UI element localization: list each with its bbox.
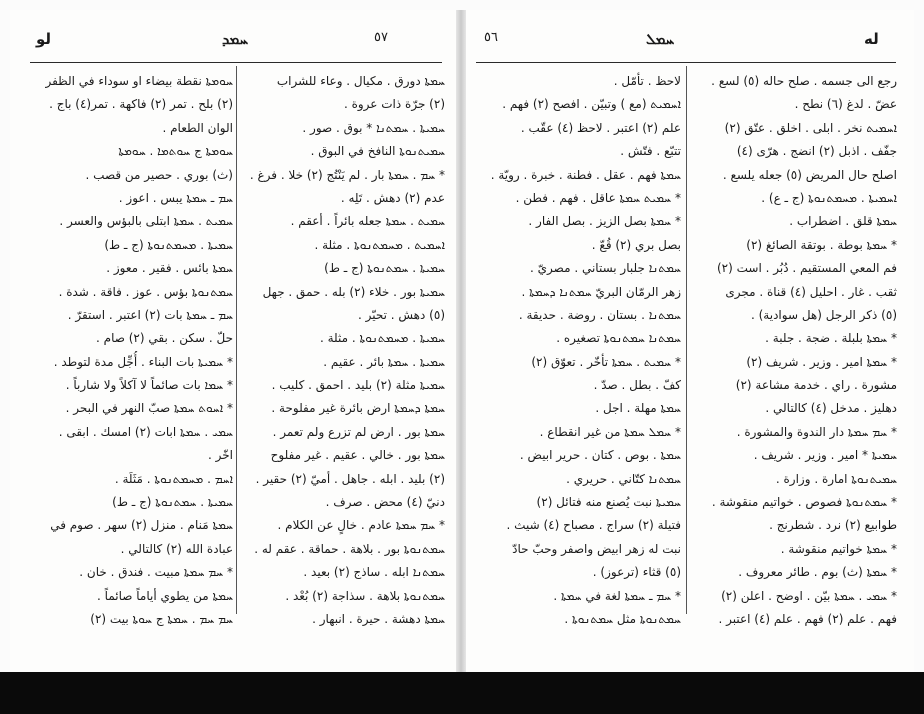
entry-line: اخّر .	[207, 448, 233, 463]
entry-line: ܚܡܬܢܘܬܐ بور . بلاهة . حماقة . عقم له .	[254, 541, 445, 556]
entry-line: * ܚܡ . ܚܡܬܐ بار . لم يَنْتُج (٢) خلا . فرغ .	[249, 167, 445, 182]
entry-line: نبت له زهر ابيض واصفر وحبّ حادّ	[512, 541, 681, 556]
entry-line: ܚܡܬܐ ܕܚܡܬܐ ارض بائرة غير مفلوحة .	[271, 401, 445, 416]
entry-line: جفّف . اذبل (٢) انضج . هرّى (٤)	[736, 144, 897, 159]
entry-line: لاحظ . تأمّل .	[613, 74, 681, 88]
entry-line: ܚܡܝܬܐ بور . خلاء (٢) بله . حمق . جهل	[262, 284, 445, 299]
entry-line: ܚܡ ـ ܚܡܬܐ بات (٢) اعتبر . استقرّ .	[67, 307, 233, 322]
entry-line: ܚܡܝܬ . ܚܡܬܐ ابتلى بالبؤس والعسر .	[59, 214, 233, 229]
entry-line: ܚܡܝ . ܚܡܬܐ ابات (٢) امسك . ابقى .	[58, 424, 233, 439]
entry-line: * ܐܚܘܬ ܚܡܬܐ صبّ النهر في البحر .	[65, 401, 233, 416]
entry-line: ܚܡܬܢܘܬܐ بؤس . عوز . فاقة . شدة .	[58, 284, 233, 299]
entry-line: الوان الطعام .	[162, 120, 233, 135]
entry-line: ܚܡܝܬܐ نبت يُصنع منه فتائل (٢)	[536, 495, 681, 510]
entry-line: ܚܡܝܬܐ . ܡܚܡܬܢܘܬܐ . مثلة .	[319, 331, 445, 346]
entry-line: عبادة الله (٢) كالتالي .	[120, 541, 233, 556]
entry-line: فم المعي المستقيم . دُبُر . است (٢)	[716, 261, 897, 276]
entry-line: * ܚܡܬܐ بلبلة . ضجة . جلبة .	[765, 331, 897, 346]
entry-line: مشورة . راي . خدمة مشاعة (٢)	[735, 378, 897, 393]
entry-line: * ܚܡ ܚܡܬܐ دار الندوة والمشورة .	[736, 424, 897, 439]
entry-line: ܚܘܡܬܐ ج ܚܘܬܡܐ . ܚܘܡܬܐ	[118, 144, 233, 159]
entry-line: طوابيع (٢) نرد . شطرنج .	[769, 518, 897, 533]
entry-line: * ܚܡܝ . ܚܡܬܐ بيّن . اوضح . اعلن (٢)	[721, 588, 897, 603]
entry-line: * ܚܡܬܐ بصل الزيز . بصل الفار .	[528, 214, 681, 229]
entry-line: * ܚܡܝܬܐ بات البناء . أُجِّل مدة لتوطد .	[53, 354, 233, 369]
entry-line: * ܚܡܬܐ (ث) بوم . طائر معروف .	[738, 565, 897, 580]
left-page-outer-column	[28, 70, 233, 626]
entry-line: * ܚܡܬܢܘܬܐ فصوص . خواتيم منقوشة .	[711, 495, 897, 510]
entry-line: كفّ . بطل . صدّ .	[593, 378, 681, 393]
entry-line: ܚܡܬܢܘܬܐ مثل ܚܡܬܢܘܬܐ .	[564, 611, 681, 626]
entry-line: * ܚܡ ܚܡܬܐ مبيت . فندق . خان .	[79, 565, 233, 580]
right-page-header-rule	[476, 62, 896, 63]
entry-line: * ܚܡܬܐ امير . وزير . شريف (٢)	[746, 354, 897, 369]
right-page-outer-column	[692, 70, 897, 626]
entry-line: ܚܡܝܬܐ * امير . وزير . شريف .	[753, 448, 897, 463]
left-page-number: ٥٧	[374, 30, 388, 45]
entry-line: ܚܡܝܬܐ . ܚܡܬܐ بائر . عقيم .	[323, 354, 445, 369]
entry-line: ܚܡܝܬܐ . ܚܡܬܢܐ * بوق . صور .	[302, 120, 445, 135]
entry-line: فهم . علم (٢) فهم . علم (٤) اعتبر .	[718, 611, 897, 626]
entry-line: دهليز . مدخل (٤) كالتالي .	[765, 401, 897, 416]
entry-line: ܚܡܝܬܐ . ܚܡܬܢܘܬܐ (ج ـ ط)	[324, 261, 445, 276]
entry-line: رجع الى جسمه . صلح حاله (٥) لسع .	[711, 74, 897, 88]
entry-line: * ܚܡ ـ ܚܡܬܐ لغة في ܚܡܬܐ .	[553, 588, 681, 603]
entry-line: ܚܡܬܢܐ جلبار بستاني . مصريّ .	[530, 261, 681, 276]
entry-line: ܐܚܡ . ܡܚܡܬܢܘܬܐ . مَثَلَة .	[114, 471, 233, 486]
entry-line: ܚܘܡܬܐ نقطة بيضاء او سوداء في الظفر	[45, 74, 233, 88]
entry-line: (٢) بلح . تمر (٢) فاكهة . تمر(٤) باج .	[49, 97, 233, 112]
entry-line: ܚܡܬܐ قلق . اضطراب .	[789, 214, 897, 229]
entry-line: ܚܡܬܐ دهشة . حيرة . انبهار .	[312, 611, 445, 626]
entry-line: ܐܚܡܝܬ نخر . ابلى . اخلق . عتّق (٢)	[724, 120, 897, 135]
entry-line: ܚܡܝܬܐ . ܡܚܡܬܢܘܬܐ (ج ـ ط)	[104, 237, 233, 252]
right-page-number: ٥٦	[484, 30, 498, 45]
entry-line: (ث) بوري . حصير من قصب .	[85, 167, 233, 182]
entry-line: ܚܡܬܐ دورق . مكيال . وعاء للشراب	[276, 74, 445, 88]
book-gutter	[456, 10, 466, 672]
entry-line: ܚܡܬܢܐ ابله . ساذج (٢) بعيد .	[303, 565, 445, 580]
entry-line: ܚܡܬܐ . بوص . كتان . حرير ابيض .	[519, 448, 681, 463]
entry-line: علم (٢) اعتبر . لاحظ (٤) عقّب .	[520, 120, 681, 135]
entry-line: (٢) جرّة ذات عروة .	[343, 97, 445, 112]
entry-line: ܚܡܝܬ . ܚܡܬܐ جعله بائراً . أعقم .	[290, 214, 445, 229]
entry-line: ܚܡܬܐ بور . خالي . عقيم . غير مفلوح	[270, 448, 445, 463]
left-page-running-title: ܚܡܕ	[222, 30, 249, 48]
entry-line: ܚܡܝܬܐ مثلة (٢) بليد . احمق . كليب .	[271, 378, 445, 393]
entry-line: * ܚܡ ܚܡܬܐ عادم . خالٍ عن الكلام .	[277, 518, 445, 533]
entry-line: ܐܚܡܝܬܐ . ܡܚܡܬܢܘܬܐ (ج ـ ع) .	[761, 190, 897, 205]
entry-line: ܚܡܝܬܢܘܬܐ النافخ في البوق .	[310, 144, 445, 159]
left-page-corner-word: ﻟﻮ	[36, 30, 52, 48]
left-page-inner-column	[240, 70, 445, 626]
entry-line: ܚܡܬܐ بور . ارض لم تزرع ولم تعمر .	[272, 424, 445, 439]
entry-line: ܚܡܬܐ مَنام . منزل (٢) سهر . صوم في	[50, 518, 233, 533]
entry-line: ܚܡܬܢܐ ܚܡܬܢܘܬܐ تصغيره .	[556, 331, 681, 346]
entry-line: ܚܡܝܬܢܘܬܐ امارة . وزارة .	[775, 471, 897, 486]
entry-line: (٥) قثاء (ترعوز) .	[592, 565, 681, 580]
entry-line: * ܚܡܠ ܚܡܬܐ من غير انقطاع .	[539, 424, 681, 439]
entry-line: * ܚܡܝܬ . ܚܡܬܐ تأخّر . تعوّق (٢)	[531, 354, 681, 369]
entry-line: ܚܡܬܐ بائس . فقير . معوز .	[106, 261, 233, 276]
entry-line: * ܚܡܬܐ خواتيم منقوشة .	[780, 541, 897, 556]
entry-line: (٢) بليد . ابله . جاهل . أميّ (٢) حقير .	[255, 471, 445, 486]
entry-line: عدم (٢) دهش . تَلِه .	[340, 190, 445, 205]
right-page-inner-column	[476, 70, 681, 626]
entry-line: ܚܡܬܐ فهم . عقل . فطنة . خبرة . رويّة .	[490, 167, 681, 182]
entry-line: بصل بري (٢) قُعّ .	[591, 237, 681, 252]
left-page-column-divider	[236, 66, 237, 614]
entry-line: ܚܡܝܬܐ . ܚܡܬܢܘܬܐ (ج ـ ط)	[112, 495, 233, 510]
entry-line: عضّ . لدغ (٦) نطح .	[794, 97, 897, 112]
entry-line: ܚܡܬܢܐ كتّاني . حريري .	[566, 471, 681, 486]
entry-line: ܚܡ ܚܡ . ܚܡܬܐ ج ܚܘܬܐ بيت (٢)	[90, 611, 233, 626]
entry-line: * ܚܡܬܐ بوطة . بوتقة الصائغ (٢)	[746, 237, 897, 252]
left-page-header-rule	[30, 62, 442, 63]
entry-line: (٥) دهش . تحيّر .	[357, 307, 445, 322]
entry-line: ثقب . غار . احليل (٤) قناة . مجرى	[725, 284, 897, 299]
entry-line: تتبّع . فتّش .	[620, 144, 681, 159]
entry-line: ܐܚܡܝܬ (مع ) وتبيّن . افصح (٢) فهم .	[502, 97, 681, 112]
entry-line: ܚܡ ـ ܚܡܬܐ يبس . اعوز .	[118, 190, 233, 205]
entry-line: ܚܡܬܐ من يطوي أياماً صائماً .	[97, 588, 233, 603]
entry-line: زهر الرمّان البريّ ܚܡܬܢܐ ܕܚܡܬܐ .	[521, 284, 681, 299]
right-page-column-divider	[686, 66, 687, 614]
entry-line: ܐܚܡܝܬ . ܡܚܡܬܢܘܬܐ . مثلة .	[314, 237, 445, 252]
right-page-corner-word: ﻟﻪ	[864, 30, 879, 48]
entry-line: حلّ . سكن . بقي (٢) صام .	[96, 331, 233, 346]
scanner-edge	[0, 672, 924, 714]
entry-line: * ܚܡܐ بات صائماً لا آكلاً ولا شارباً .	[65, 378, 233, 393]
entry-line: (٥) ذكر الرجل (هل سوادية) .	[751, 307, 897, 322]
entry-line: فتيلة (٢) سراج . مصباح (٤) شيث .	[506, 518, 681, 533]
entry-line: ܚܡܬܢܘܬܐ بلاهة . سذاجة (٢) بُعْد .	[285, 588, 445, 603]
right-page-running-title: ܚܡܠ	[646, 30, 675, 48]
entry-line: * ܚܡܝܬ ܚܡܬܐ عاقل . فهم . فطن .	[515, 190, 681, 205]
entry-line: ܚܡܬܐ مهلة . اجل .	[595, 401, 681, 416]
entry-line: اصلح حال المريض (٥) جعله يلسع .	[722, 167, 897, 182]
entry-line: ܚܡܬܢܐ . بستان . روضة . حديقة .	[518, 307, 681, 322]
entry-line: دنيّ (٤) محض . صرف .	[325, 495, 445, 510]
